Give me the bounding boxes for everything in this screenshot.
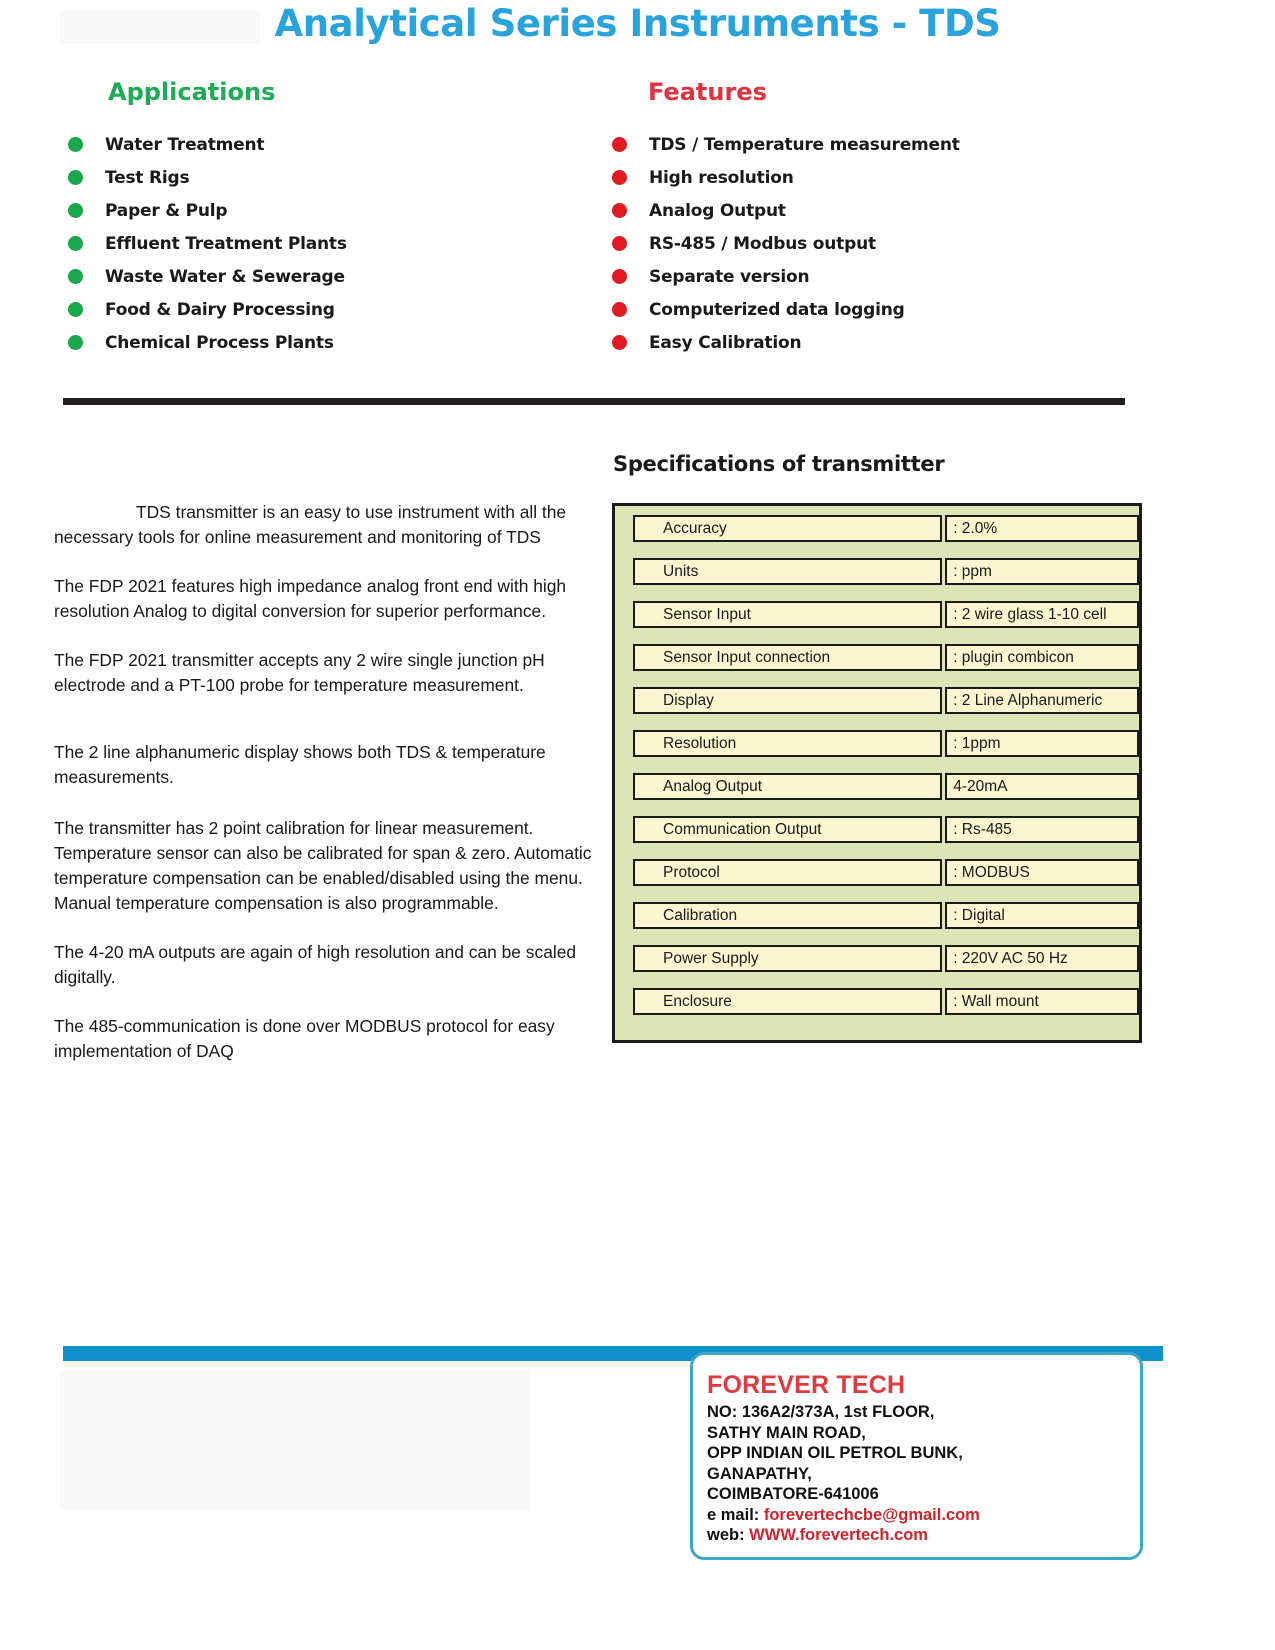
list-item-label: Test Rigs — [105, 167, 190, 188]
description-lead — [54, 500, 594, 550]
applications-column — [105, 78, 628, 359]
spec-key: Sensor Input connection — [633, 644, 942, 671]
spec-value: : ppm — [945, 558, 1139, 585]
web-row — [707, 1525, 1140, 1546]
description-paragraph: The transmitter has 2 point calibration for linear measurement. Temperature sensor can also be calibrated for span & zero. Automatic temperature compensation can be enabled/disabled using the menu. Manual temperature compensation is also programmable. — [54, 818, 592, 913]
spec-value: 4-20mA — [945, 773, 1139, 800]
description-lead-text: TDS transmitter is an easy to use instrument with all the necessary tools for online measurement and monitoring of TDS — [54, 502, 567, 547]
contact-card — [690, 1352, 1143, 1560]
spec-key: Units — [633, 558, 942, 585]
list-item-label: Paper & Pulp — [105, 200, 228, 221]
list-item-label: TDS / Temperature measurement — [649, 134, 960, 155]
table-row — [615, 558, 1139, 601]
specifications-table — [612, 503, 1142, 1043]
address-line: NO: 136A2/373A, 1st FLOOR, — [707, 1403, 935, 1421]
spec-value: : Wall mount — [945, 988, 1139, 1015]
spec-value: : Digital — [945, 902, 1139, 929]
spec-value: : MODBUS — [945, 859, 1139, 886]
list-item-label: Effluent Treatment Plants — [105, 233, 347, 254]
table-row — [615, 816, 1139, 859]
table-row — [615, 902, 1139, 945]
scan-artifact-bottom-left — [60, 1370, 530, 1510]
list-item — [68, 326, 628, 359]
spec-value: : 220V AC 50 Hz — [945, 945, 1139, 972]
list-item — [68, 161, 628, 194]
table-row — [615, 515, 1139, 558]
address-line: COIMBATORE-641006 — [707, 1485, 879, 1503]
spec-key: Sensor Input — [633, 601, 942, 628]
list-item — [612, 227, 1208, 260]
bullet-dot-icon — [68, 236, 83, 251]
web-label: web: — [707, 1526, 750, 1544]
address-line: OPP INDIAN OIL PETROL BUNK, — [707, 1444, 963, 1462]
description-paragraph: The FDP 2021 features high impedance analog front end with high resolution Analog to digital conversion for superior performance. — [54, 576, 567, 621]
description-paragraph: The 485-communication is done over MODBUS protocol for easy implementation of DAQ — [54, 1016, 555, 1061]
list-item-label: Easy Calibration — [649, 332, 802, 353]
spec-value: : plugin combicon — [945, 644, 1139, 671]
spec-value: : 1ppm — [945, 730, 1139, 757]
spec-value: : Rs-485 — [945, 816, 1139, 843]
list-item-label: Computerized data logging — [649, 299, 905, 320]
spec-key: Display — [633, 687, 942, 714]
list-item — [612, 326, 1208, 359]
company-name: FOREVER TECH — [707, 1371, 906, 1399]
address-line: GANAPATHY, — [707, 1464, 812, 1483]
bullet-dot-icon — [612, 236, 627, 251]
list-item-label: Waste Water & Sewerage — [105, 266, 345, 287]
section-divider — [63, 398, 1125, 405]
table-row — [615, 773, 1139, 816]
bullet-dot-icon — [612, 269, 627, 284]
address-line: SATHY MAIN ROAD, — [707, 1423, 866, 1442]
spec-key: Resolution — [633, 730, 942, 757]
list-item-label: Water Treatment — [105, 134, 265, 155]
spec-key: Accuracy — [633, 515, 942, 542]
table-row — [615, 601, 1139, 644]
description-paragraph: The 4-20 mA outputs are again of high resolution and can be scaled digitally. — [54, 942, 577, 987]
bullet-dot-icon — [68, 335, 83, 350]
table-row — [615, 644, 1139, 687]
description-paragraph: The FDP 2021 transmitter accepts any 2 wire single junction pH electrode and a PT-100 probe for temperature measurement. — [54, 650, 545, 695]
list-item — [68, 128, 628, 161]
bullet-dot-icon — [612, 302, 627, 317]
spec-value: : 2.0% — [945, 515, 1139, 542]
email-row — [707, 1505, 1140, 1526]
spec-key: Communication Output — [633, 816, 942, 843]
features-column — [648, 78, 1208, 359]
features-list — [612, 128, 1208, 359]
list-item — [68, 227, 628, 260]
description-body — [54, 500, 594, 1088]
list-item-label: High resolution — [649, 167, 794, 188]
spec-key: Calibration — [633, 902, 942, 929]
bullet-dot-icon — [612, 137, 627, 152]
email-value[interactable]: forevertechcbe@gmail.com — [763, 1505, 980, 1524]
list-item-label: Food & Dairy Processing — [105, 299, 335, 320]
table-row — [615, 730, 1139, 773]
bullet-dot-icon — [612, 203, 627, 218]
list-item-label: RS-485 / Modbus output — [649, 233, 876, 254]
spec-value: : 2 Line Alphanumeric — [945, 687, 1139, 714]
list-item — [612, 161, 1208, 194]
applications-list — [68, 128, 628, 359]
spec-key: Power Supply — [633, 945, 942, 972]
bullet-dot-icon — [612, 170, 627, 185]
list-item-label: Chemical Process Plants — [105, 332, 334, 353]
page-title: Analytical Series Instruments - TDS — [274, 2, 1001, 45]
spec-key: Analog Output — [633, 773, 942, 800]
list-item — [612, 260, 1208, 293]
bullet-dot-icon — [68, 203, 83, 218]
bullet-dot-icon — [68, 302, 83, 317]
bullet-dot-icon — [68, 170, 83, 185]
web-value[interactable]: WWW.forevertech.com — [749, 1526, 928, 1544]
spec-value: : 2 wire glass 1-10 cell — [945, 601, 1139, 628]
bullet-dot-icon — [612, 335, 627, 350]
list-item — [612, 194, 1208, 227]
specifications-heading: Specifications of transmitter — [613, 452, 945, 476]
bullet-dot-icon — [68, 269, 83, 284]
table-row — [615, 859, 1139, 902]
highlights-band — [0, 78, 1275, 378]
list-item — [612, 128, 1208, 161]
applications-heading: Applications — [108, 78, 276, 106]
table-row — [615, 988, 1139, 1031]
list-item — [68, 194, 628, 227]
table-row — [615, 687, 1139, 730]
spec-key: Protocol — [633, 859, 942, 886]
list-item-label: Separate version — [649, 266, 810, 287]
spec-key: Enclosure — [633, 988, 942, 1015]
email-label: e mail: — [707, 1505, 764, 1524]
features-heading: Features — [648, 78, 767, 106]
bullet-dot-icon — [68, 137, 83, 152]
list-item — [68, 293, 628, 326]
table-row — [615, 945, 1139, 988]
list-item-label: Analog Output — [649, 200, 786, 221]
list-item — [68, 260, 628, 293]
list-item — [612, 293, 1208, 326]
description-paragraph: The 2 line alphanumeric display shows both TDS & temperature measurements. — [54, 742, 546, 787]
